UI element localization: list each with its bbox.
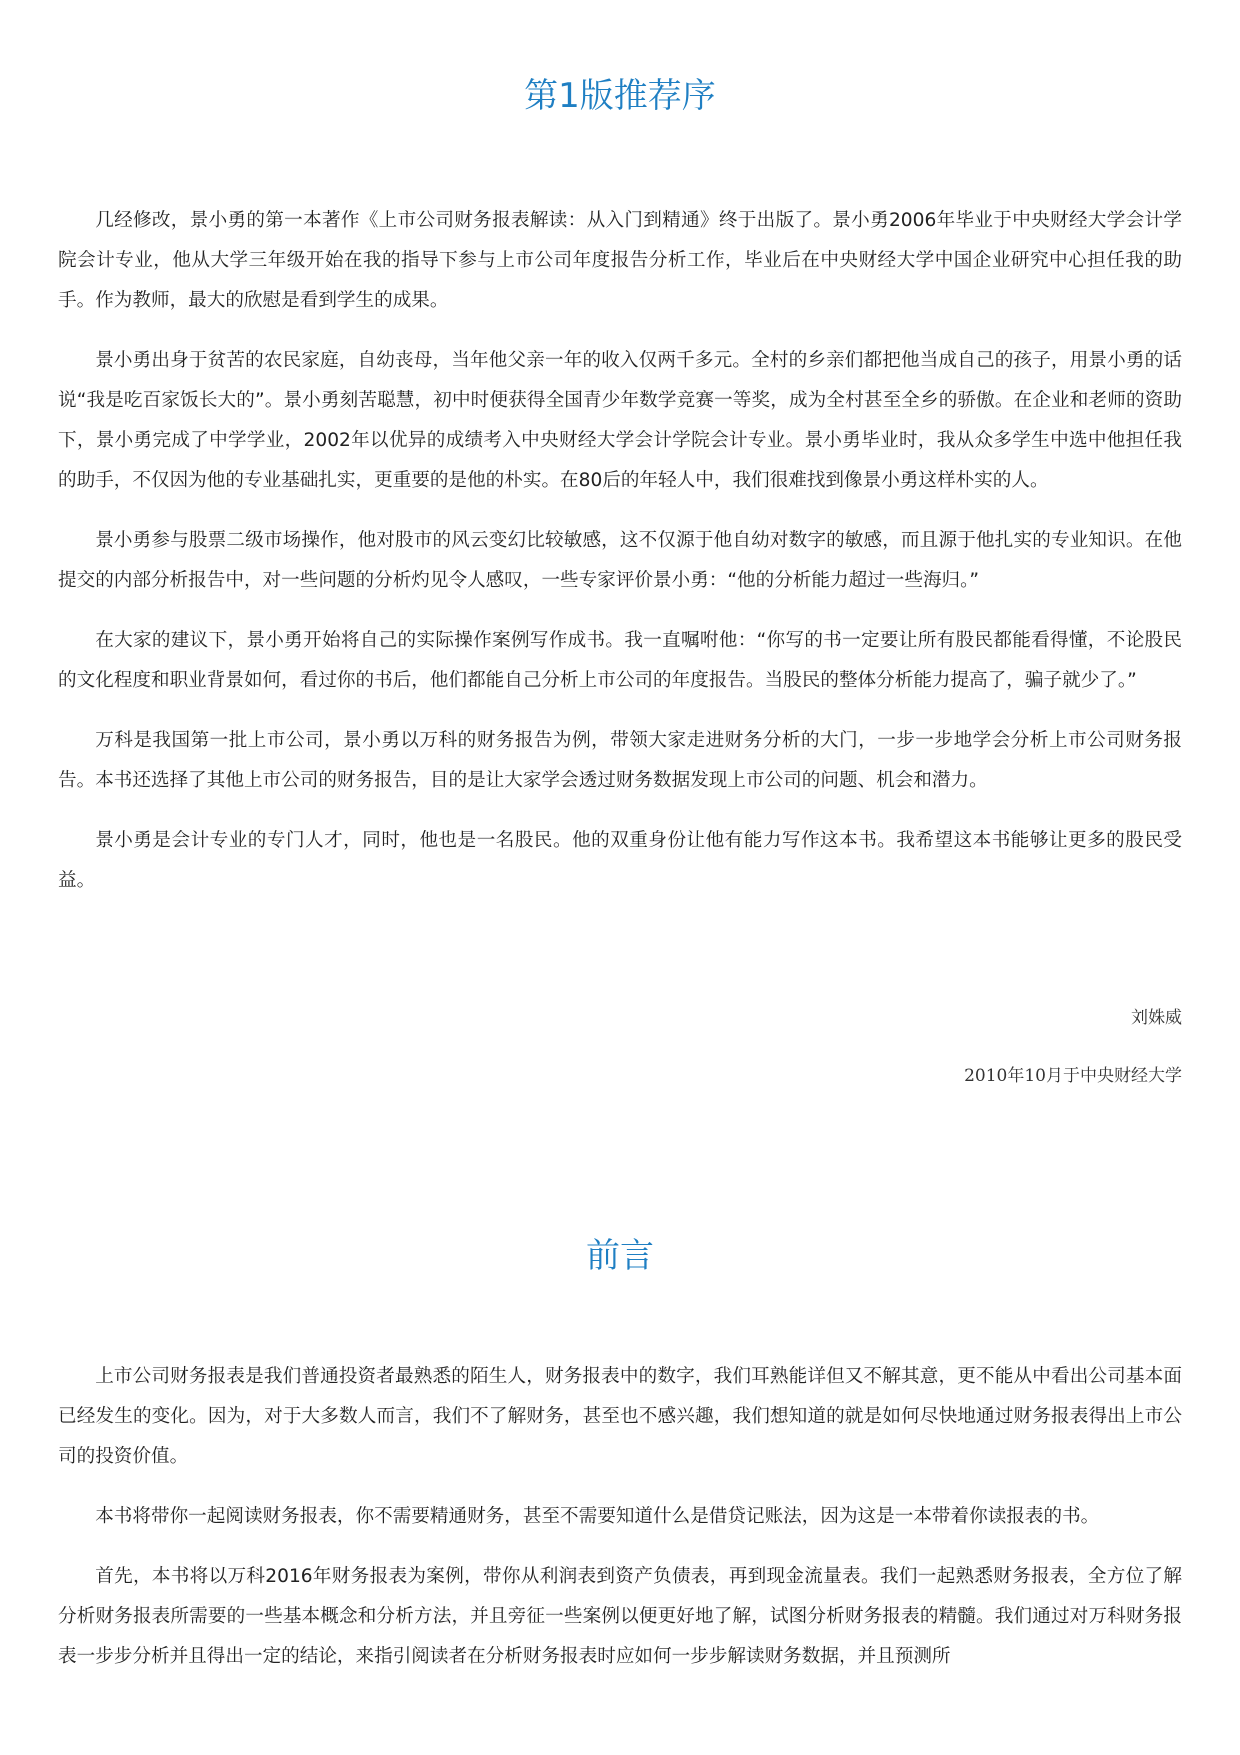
preface-paragraph-1: 上市公司财务报表是我们普通投资者最熟悉的陌生人，财务报表中的数字，我们耳熟能详但又不解其意，更不能从中看出公司基本面已经发生的变化。因为，对于大多数人而言，我们不了解财务，甚至也不感兴趣，我们想知道的就是如何尽快地通过财务报表得出上市公司的投资价值。	[58, 1366, 1182, 1467]
foreword-title: 第1版推荐序	[524, 76, 716, 116]
preface-title: 前言	[586, 1236, 654, 1276]
preface-body	[58, 1357, 1182, 1697]
foreword-paragraph-2: 景小勇出身于贫苦的农民家庭，自幼丧母，当年他父亲一年的收入仅两千多元。全村的乡亲们都把他当成自己的孩子，用景小勇的话说“我是吃百家饭长大的”。景小勇刻苦聪慧，初中时便获得全国青少年数学竞赛一等奖，成为全村甚至全乡的骄傲。在企业和老师的资助下，景小勇完成了中学学业，2002年以优异的成绩考入中央财经大学会计学院会计专业。景小勇毕业时，我从众多学生中选中他担任我的助手，不仅因为他的专业基础扎实，更重要的是他的朴实。在80后的年轻人中，我们很难找到像景小勇这样朴实的人。	[58, 350, 1182, 491]
signature-name: 刘姝威	[1131, 1008, 1182, 1028]
preface-paragraph-2: 本书将带你一起阅读财务报表，你不需要精通财务，甚至不需要知道什么是借贷记账法，因为这是一本带着你读报表的书。	[95, 1506, 1100, 1527]
foreword-paragraph-4: 在大家的建议下，景小勇开始将自己的实际操作案例写作成书。我一直嘱咐他：“你写的书一定要让所有股民都能看得懂，不论股民的文化程度和职业背景如何，看过你的书后，他们都能自己分析上市公司的年度报告。当股民的整体分析能力提高了，骗子就少了。”	[58, 630, 1182, 691]
foreword-paragraph-5: 万科是我国第一批上市公司，景小勇以万科的财务报告为例，带领大家走进财务分析的大门，一步一步地学会分析上市公司财务报告。本书还选择了其他上市公司的财务报告，目的是让大家学会透过财务数据发现上市公司的问题、机会和潜力。	[58, 730, 1182, 791]
preface-paragraph-3: 首先，本书将以万科2016年财务报表为案例，带你从利润表到资产负债表，再到现金流量表。我们一起熟悉财务报表，全方位了解分析财务报表所需要的一些基本概念和分析方法，并且旁征一些案例以便更好地了解，试图分析财务报表的精髓。我们通过对万科财务报表一步步分析并且得出一定的结论，来指引阅读者在分析财务报表时应如何一步步解读财务数据，并且预测所	[58, 1566, 1182, 1667]
foreword-paragraph-1: 几经修改，景小勇的第一本著作《上市公司财务报表解读：从入门到精通》终于出版了。景小勇2006年毕业于中央财经大学会计学院会计专业，他从大学三年级开始在我的指导下参与上市公司年度报告分析工作，毕业后在中央财经大学中国企业研究中心担任我的助手。作为教师，最大的欣慰是看到学生的成果。	[58, 210, 1182, 311]
foreword-paragraph-6: 景小勇是会计专业的专门人才，同时，他也是一名股民。他的双重身份让他有能力写作这本书。我希望这本书能够让更多的股民受益。	[58, 830, 1182, 891]
signature-date: 2010年10月于中央财经大学	[964, 1066, 1182, 1086]
foreword-paragraph-3: 景小勇参与股票二级市场操作，他对股市的风云变幻比较敏感，这不仅源于他自幼对数字的敏感，而且源于他扎实的专业知识。在他提交的内部分析报告中，对一些问题的分析灼见令人感叹，一些专家评价景小勇：“他的分析能力超过一些海归。”	[58, 530, 1182, 591]
foreword-body	[58, 201, 1182, 921]
